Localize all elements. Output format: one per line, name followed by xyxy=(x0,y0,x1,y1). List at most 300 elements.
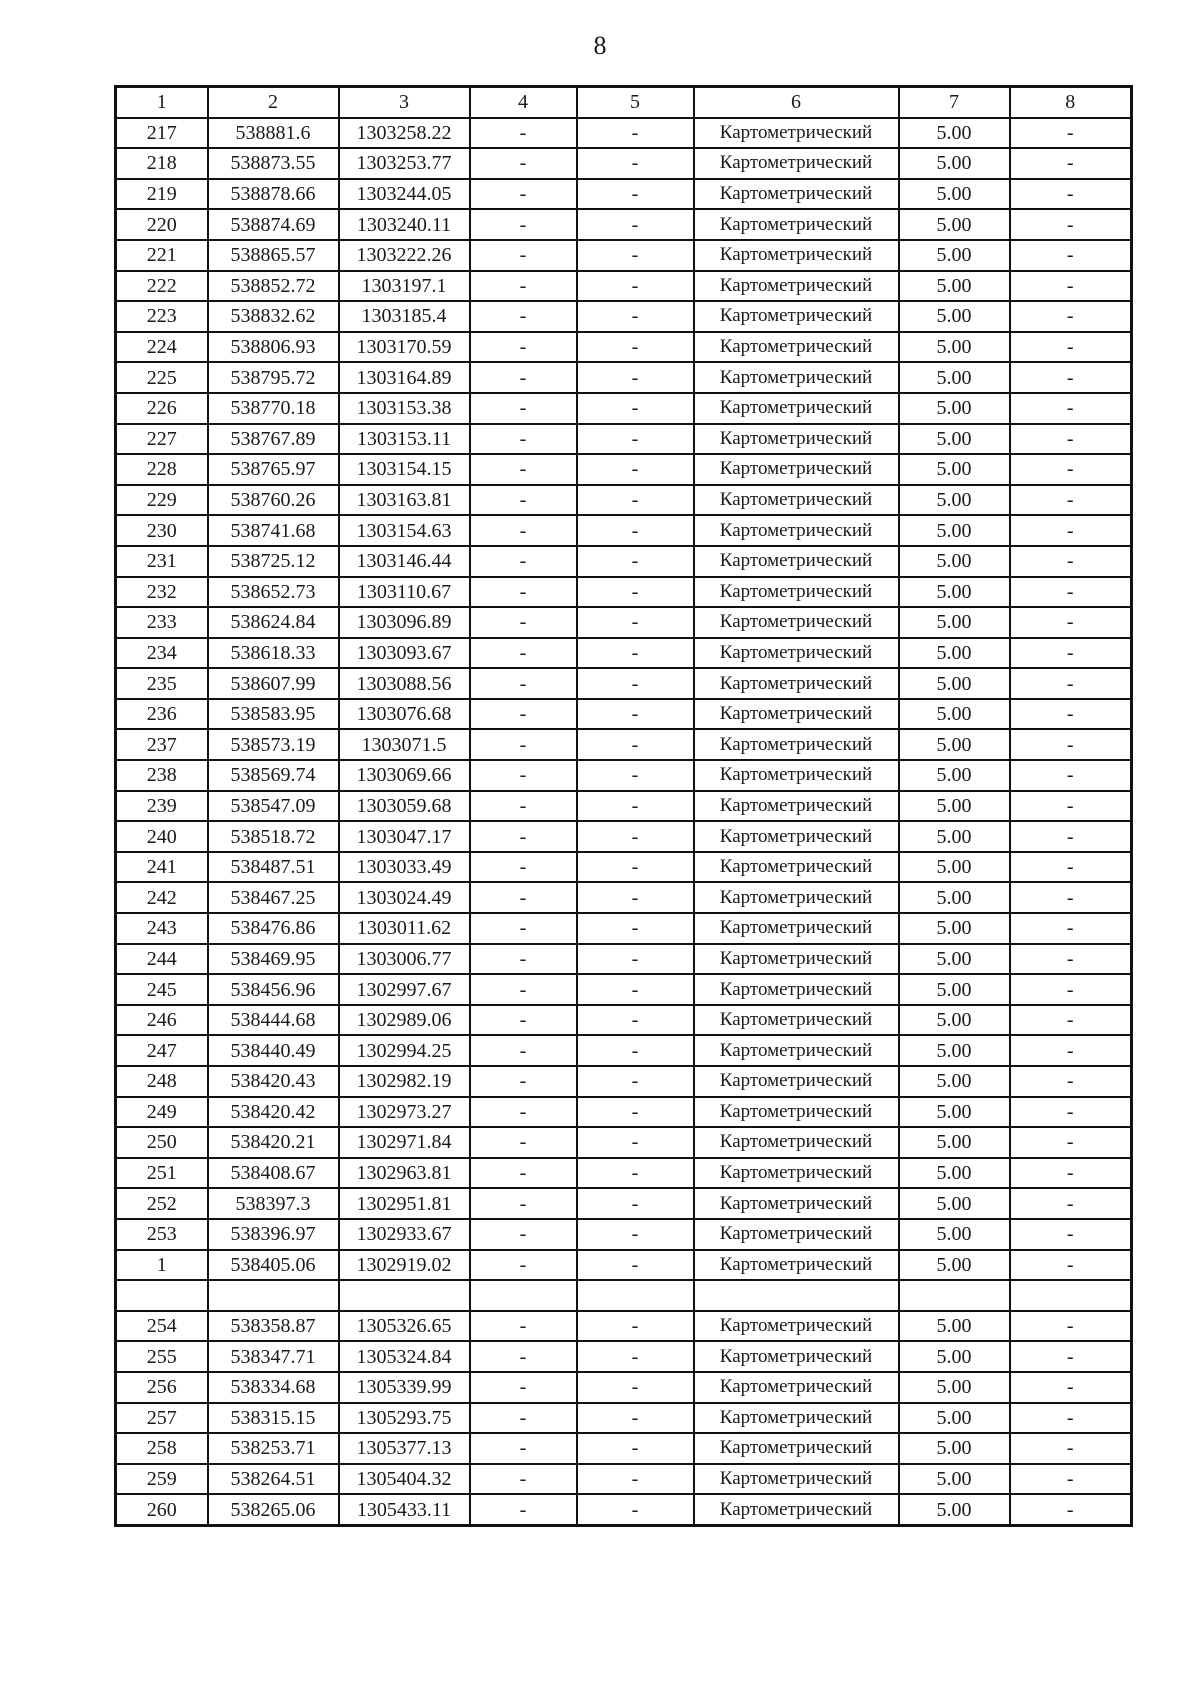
table-cell: - xyxy=(1010,668,1132,699)
table-cell: - xyxy=(1010,1188,1132,1219)
table-cell: - xyxy=(470,148,577,179)
header-cell: 1 xyxy=(116,87,208,118)
table-cell: 1305433.11 xyxy=(339,1494,470,1525)
table-cell: - xyxy=(1010,546,1132,577)
table-cell: Картометрический xyxy=(694,1403,899,1434)
table-cell: - xyxy=(577,454,694,485)
table-cell: Картометрический xyxy=(694,821,899,852)
table-cell: 538347.71 xyxy=(208,1341,339,1372)
table-row xyxy=(116,577,1132,608)
table-cell: 1303006.77 xyxy=(339,944,470,975)
table-cell: - xyxy=(470,1158,577,1189)
table-cell: 538397.3 xyxy=(208,1188,339,1219)
table-row xyxy=(116,515,1132,546)
table-cell: 1303033.49 xyxy=(339,852,470,883)
table-row xyxy=(116,821,1132,852)
table-cell: 1302919.02 xyxy=(339,1250,470,1281)
table-row xyxy=(116,301,1132,332)
table-cell: - xyxy=(577,1250,694,1281)
table-cell: 538881.6 xyxy=(208,118,339,149)
table-cell: 538607.99 xyxy=(208,668,339,699)
table-cell: 239 xyxy=(116,791,208,822)
table-cell: Картометрический xyxy=(694,974,899,1005)
table-cell: 538420.21 xyxy=(208,1127,339,1158)
table-cell: 244 xyxy=(116,944,208,975)
table-cell: 5.00 xyxy=(899,393,1010,424)
table-row xyxy=(116,668,1132,699)
table-cell: 5.00 xyxy=(899,118,1010,149)
table-cell: 256 xyxy=(116,1372,208,1403)
table-cell: - xyxy=(577,913,694,944)
table-cell: 538765.97 xyxy=(208,454,339,485)
table-cell: - xyxy=(1010,974,1132,1005)
table-cell: 538878.66 xyxy=(208,179,339,210)
table-cell: 1303258.22 xyxy=(339,118,470,149)
table-cell: 538770.18 xyxy=(208,393,339,424)
table-cell: 1303093.67 xyxy=(339,638,470,669)
table-row xyxy=(116,485,1132,516)
table-cell: Картометрический xyxy=(694,1035,899,1066)
table-cell: - xyxy=(1010,271,1132,302)
table-cell: - xyxy=(577,1035,694,1066)
table-cell: 5.00 xyxy=(899,1188,1010,1219)
table-cell: 5.00 xyxy=(899,1097,1010,1128)
table-cell: - xyxy=(577,1097,694,1128)
table-cell: 1305324.84 xyxy=(339,1341,470,1372)
table-cell: 1303146.44 xyxy=(339,546,470,577)
table-cell: Картометрический xyxy=(694,882,899,913)
table-cell: - xyxy=(1010,760,1132,791)
table-cell: 1302973.27 xyxy=(339,1097,470,1128)
table-cell: 538358.87 xyxy=(208,1311,339,1342)
table-cell: - xyxy=(577,729,694,760)
table-cell: - xyxy=(470,1403,577,1434)
table-cell: 5.00 xyxy=(899,1158,1010,1189)
table-cell: Картометрический xyxy=(694,546,899,577)
table-cell: Картометрический xyxy=(694,179,899,210)
table-cell: - xyxy=(470,118,577,149)
table-cell: - xyxy=(577,424,694,455)
table-cell: - xyxy=(1010,1097,1132,1128)
table-row xyxy=(116,1188,1132,1219)
table-cell: 228 xyxy=(116,454,208,485)
table-cell: Картометрический xyxy=(694,1005,899,1036)
page-number: 8 xyxy=(593,31,607,60)
table-cell: - xyxy=(470,577,577,608)
table-cell: - xyxy=(577,1066,694,1097)
table-cell: 538652.73 xyxy=(208,577,339,608)
table-cell: - xyxy=(1010,1219,1132,1250)
table-cell: - xyxy=(470,1433,577,1464)
header-cell: 4 xyxy=(470,87,577,118)
table-cell: 5.00 xyxy=(899,301,1010,332)
table-cell: Картометрический xyxy=(694,760,899,791)
table-cell xyxy=(208,1280,339,1311)
table-cell: 538624.84 xyxy=(208,607,339,638)
table-cell: Картометрический xyxy=(694,209,899,240)
table-cell: Картометрический xyxy=(694,485,899,516)
table-cell: 5.00 xyxy=(899,1464,1010,1495)
table-cell: - xyxy=(470,1464,577,1495)
table-row xyxy=(116,1066,1132,1097)
table-cell: 1303164.89 xyxy=(339,362,470,393)
table-cell: - xyxy=(577,1464,694,1495)
table-cell: 245 xyxy=(116,974,208,1005)
table-cell: - xyxy=(470,1311,577,1342)
table-cell: - xyxy=(470,515,577,546)
table-cell: 5.00 xyxy=(899,209,1010,240)
table-cell: 538408.67 xyxy=(208,1158,339,1189)
table-cell: 538420.43 xyxy=(208,1066,339,1097)
table-cell: 538725.12 xyxy=(208,546,339,577)
table-cell: 218 xyxy=(116,148,208,179)
table-cell: - xyxy=(577,515,694,546)
table-cell: - xyxy=(577,1005,694,1036)
table-cell: - xyxy=(470,729,577,760)
table-cell: 255 xyxy=(116,1341,208,1372)
table-cell: Картометрический xyxy=(694,1372,899,1403)
table-cell: 1303222.26 xyxy=(339,240,470,271)
table-cell: 538865.57 xyxy=(208,240,339,271)
header-cell: 3 xyxy=(339,87,470,118)
table-cell: 538832.62 xyxy=(208,301,339,332)
table-cell: - xyxy=(577,1494,694,1525)
table-row xyxy=(116,1280,1132,1311)
table-cell: - xyxy=(1010,148,1132,179)
table-cell: 538806.93 xyxy=(208,332,339,363)
table-cell: 1302933.67 xyxy=(339,1219,470,1250)
table-cell: 5.00 xyxy=(899,882,1010,913)
table-row xyxy=(116,454,1132,485)
table-cell: - xyxy=(470,240,577,271)
table-cell: Картометрический xyxy=(694,118,899,149)
table-cell: - xyxy=(1010,424,1132,455)
table-header-row xyxy=(116,87,1132,118)
coordinates-table xyxy=(114,85,1133,1527)
table-cell: - xyxy=(1010,1035,1132,1066)
table-row xyxy=(116,1403,1132,1434)
table-cell: 1303059.68 xyxy=(339,791,470,822)
table-cell: Картометрический xyxy=(694,148,899,179)
table-cell: - xyxy=(577,760,694,791)
table-cell: Картометрический xyxy=(694,393,899,424)
table-cell: 227 xyxy=(116,424,208,455)
table-cell: - xyxy=(470,638,577,669)
table-cell: Картометрический xyxy=(694,240,899,271)
table-row xyxy=(116,974,1132,1005)
table-cell: 1302951.81 xyxy=(339,1188,470,1219)
table-cell: Картометрический xyxy=(694,668,899,699)
table-cell: 5.00 xyxy=(899,821,1010,852)
table-cell: 5.00 xyxy=(899,1219,1010,1250)
table-cell: 538518.72 xyxy=(208,821,339,852)
table-cell: 5.00 xyxy=(899,729,1010,760)
table-row xyxy=(116,852,1132,883)
table-row xyxy=(116,699,1132,730)
table-cell: - xyxy=(470,1097,577,1128)
table-cell: 538253.71 xyxy=(208,1433,339,1464)
table-cell: 1305326.65 xyxy=(339,1311,470,1342)
table-cell: - xyxy=(577,332,694,363)
table-cell: 258 xyxy=(116,1433,208,1464)
table-cell: 253 xyxy=(116,1219,208,1250)
table-cell: Картометрический xyxy=(694,1341,899,1372)
table-cell: 1303071.5 xyxy=(339,729,470,760)
table-cell: - xyxy=(470,1188,577,1219)
table-cell: - xyxy=(1010,791,1132,822)
table-row xyxy=(116,424,1132,455)
table-cell: 1303047.17 xyxy=(339,821,470,852)
table-cell: - xyxy=(1010,882,1132,913)
table-cell: - xyxy=(470,882,577,913)
table-cell: 224 xyxy=(116,332,208,363)
table-cell: 223 xyxy=(116,301,208,332)
table-row xyxy=(116,1158,1132,1189)
table-cell: - xyxy=(577,1372,694,1403)
table-cell: - xyxy=(470,1127,577,1158)
table-cell: 229 xyxy=(116,485,208,516)
table-row xyxy=(116,118,1132,149)
table-cell: 5.00 xyxy=(899,1311,1010,1342)
table-cell: Картометрический xyxy=(694,1464,899,1495)
table-cell: 1302994.25 xyxy=(339,1035,470,1066)
table-cell: Картометрический xyxy=(694,515,899,546)
table-cell: - xyxy=(470,362,577,393)
table-cell: Картометрический xyxy=(694,607,899,638)
table-cell: 5.00 xyxy=(899,1035,1010,1066)
table-row xyxy=(116,944,1132,975)
table-cell: Картометрический xyxy=(694,729,899,760)
table-cell: 5.00 xyxy=(899,1494,1010,1525)
table-cell xyxy=(694,1280,899,1311)
table-cell: - xyxy=(577,393,694,424)
table-cell: 220 xyxy=(116,209,208,240)
table-cell: Картометрический xyxy=(694,699,899,730)
table-cell: 1305404.32 xyxy=(339,1464,470,1495)
table-cell: 1303185.4 xyxy=(339,301,470,332)
table-cell: 538618.33 xyxy=(208,638,339,669)
table-row xyxy=(116,1250,1132,1281)
table-cell: - xyxy=(1010,240,1132,271)
table-cell: 1303253.77 xyxy=(339,148,470,179)
table-cell: - xyxy=(470,668,577,699)
table-cell: - xyxy=(577,1219,694,1250)
table-cell: 5.00 xyxy=(899,454,1010,485)
table-cell: - xyxy=(470,974,577,1005)
table-cell: 538265.06 xyxy=(208,1494,339,1525)
table-cell: 5.00 xyxy=(899,362,1010,393)
table-cell: - xyxy=(577,240,694,271)
table-cell: - xyxy=(470,454,577,485)
table-cell: - xyxy=(470,913,577,944)
table-cell: - xyxy=(470,424,577,455)
table-cell: - xyxy=(577,638,694,669)
table-cell: - xyxy=(577,944,694,975)
table-cell: 538469.95 xyxy=(208,944,339,975)
table-cell: 5.00 xyxy=(899,1433,1010,1464)
table-row xyxy=(116,760,1132,791)
table-cell: - xyxy=(470,1250,577,1281)
table-cell: 234 xyxy=(116,638,208,669)
table-cell: - xyxy=(470,301,577,332)
table-cell: 1303153.38 xyxy=(339,393,470,424)
table-cell: 1303154.63 xyxy=(339,515,470,546)
table-cell: - xyxy=(470,944,577,975)
table-cell: Картометрический xyxy=(694,362,899,393)
table-cell: 238 xyxy=(116,760,208,791)
table-cell: 232 xyxy=(116,577,208,608)
table-cell: Картометрический xyxy=(694,1127,899,1158)
table-cell: 240 xyxy=(116,821,208,852)
table-cell xyxy=(116,1280,208,1311)
table-cell: 219 xyxy=(116,179,208,210)
table-cell: Картометрический xyxy=(694,1066,899,1097)
table-cell: - xyxy=(577,1188,694,1219)
table-row xyxy=(116,1097,1132,1128)
table-cell: 5.00 xyxy=(899,1066,1010,1097)
table-cell: Картометрический xyxy=(694,577,899,608)
table-cell: Картометрический xyxy=(694,1188,899,1219)
table-cell: 538760.26 xyxy=(208,485,339,516)
table-cell: 538405.06 xyxy=(208,1250,339,1281)
table-cell: - xyxy=(470,791,577,822)
table-cell: 5.00 xyxy=(899,760,1010,791)
table-cell: - xyxy=(1010,332,1132,363)
table-cell: 538487.51 xyxy=(208,852,339,883)
table-cell: - xyxy=(470,393,577,424)
table-cell: 5.00 xyxy=(899,1127,1010,1158)
table-cell: 1303244.05 xyxy=(339,179,470,210)
table-cell: 237 xyxy=(116,729,208,760)
header-cell: 5 xyxy=(577,87,694,118)
table-row xyxy=(116,729,1132,760)
table-cell: 5.00 xyxy=(899,668,1010,699)
table-cell: 5.00 xyxy=(899,1403,1010,1434)
table-cell: 236 xyxy=(116,699,208,730)
table-cell: 1302963.81 xyxy=(339,1158,470,1189)
table-cell: - xyxy=(1010,821,1132,852)
table-cell: 1303011.62 xyxy=(339,913,470,944)
table-row xyxy=(116,607,1132,638)
table-cell: - xyxy=(577,179,694,210)
table-cell: - xyxy=(1010,1250,1132,1281)
table-cell: 249 xyxy=(116,1097,208,1128)
table-cell: 250 xyxy=(116,1127,208,1158)
table-row xyxy=(116,1494,1132,1525)
table-cell: - xyxy=(577,668,694,699)
table-cell: 538420.42 xyxy=(208,1097,339,1128)
table-cell: - xyxy=(470,1494,577,1525)
table-cell: 5.00 xyxy=(899,1250,1010,1281)
table-cell: - xyxy=(1010,1403,1132,1434)
table-cell: - xyxy=(1010,1311,1132,1342)
table-cell: 1302982.19 xyxy=(339,1066,470,1097)
table-cell: 538573.19 xyxy=(208,729,339,760)
table-cell: - xyxy=(1010,209,1132,240)
table-cell: Картометрический xyxy=(694,1311,899,1342)
table-cell: 5.00 xyxy=(899,179,1010,210)
table-cell xyxy=(577,1280,694,1311)
table-cell: Картометрический xyxy=(694,271,899,302)
table-cell: 225 xyxy=(116,362,208,393)
table-cell: - xyxy=(470,271,577,302)
table-cell: - xyxy=(577,1127,694,1158)
table-cell: - xyxy=(577,209,694,240)
table-cell: - xyxy=(577,362,694,393)
table-row xyxy=(116,179,1132,210)
table-cell: 222 xyxy=(116,271,208,302)
table-cell: - xyxy=(470,699,577,730)
table-cell: 538444.68 xyxy=(208,1005,339,1036)
table-cell: 5.00 xyxy=(899,699,1010,730)
table-cell: - xyxy=(470,852,577,883)
table-cell: 233 xyxy=(116,607,208,638)
table-cell: 1305339.99 xyxy=(339,1372,470,1403)
table-cell: 538476.86 xyxy=(208,913,339,944)
table-cell: 538467.25 xyxy=(208,882,339,913)
table-cell: 1303069.66 xyxy=(339,760,470,791)
table-cell: - xyxy=(1010,577,1132,608)
table-cell: 5.00 xyxy=(899,148,1010,179)
table-cell: - xyxy=(577,148,694,179)
table-cell: 538874.69 xyxy=(208,209,339,240)
table-cell: - xyxy=(470,1005,577,1036)
table-cell: - xyxy=(1010,1066,1132,1097)
table-cell: - xyxy=(470,546,577,577)
table-row xyxy=(116,791,1132,822)
table-cell: 217 xyxy=(116,118,208,149)
table-cell: - xyxy=(1010,454,1132,485)
table-cell: - xyxy=(577,1311,694,1342)
table-cell: - xyxy=(577,1341,694,1372)
table-cell: - xyxy=(577,577,694,608)
table-cell: 1303110.67 xyxy=(339,577,470,608)
table-cell: 248 xyxy=(116,1066,208,1097)
table-cell: 538456.96 xyxy=(208,974,339,1005)
coordinates-table-container xyxy=(114,85,1130,1527)
table-cell: 5.00 xyxy=(899,240,1010,271)
table-cell: 5.00 xyxy=(899,515,1010,546)
table-cell: - xyxy=(1010,1464,1132,1495)
table-cell: 538795.72 xyxy=(208,362,339,393)
table-cell: - xyxy=(470,1341,577,1372)
table-cell: 252 xyxy=(116,1188,208,1219)
table-cell: - xyxy=(470,607,577,638)
table-cell: - xyxy=(470,760,577,791)
table-cell: 5.00 xyxy=(899,913,1010,944)
table-cell: 242 xyxy=(116,882,208,913)
table-row xyxy=(116,1127,1132,1158)
table-cell: - xyxy=(577,546,694,577)
table-row xyxy=(116,546,1132,577)
table-cell: 5.00 xyxy=(899,546,1010,577)
table-cell: - xyxy=(577,1158,694,1189)
table-cell xyxy=(339,1280,470,1311)
table-row xyxy=(116,240,1132,271)
table-cell: - xyxy=(577,699,694,730)
table-cell: - xyxy=(1010,1005,1132,1036)
table-cell: 5.00 xyxy=(899,424,1010,455)
table-cell: 5.00 xyxy=(899,791,1010,822)
table-cell: - xyxy=(577,607,694,638)
table-cell: - xyxy=(470,485,577,516)
table-cell: 1303076.68 xyxy=(339,699,470,730)
table-cell: - xyxy=(1010,485,1132,516)
table-cell: 5.00 xyxy=(899,852,1010,883)
table-cell: - xyxy=(1010,1494,1132,1525)
table-row xyxy=(116,362,1132,393)
table-cell: 1303163.81 xyxy=(339,485,470,516)
